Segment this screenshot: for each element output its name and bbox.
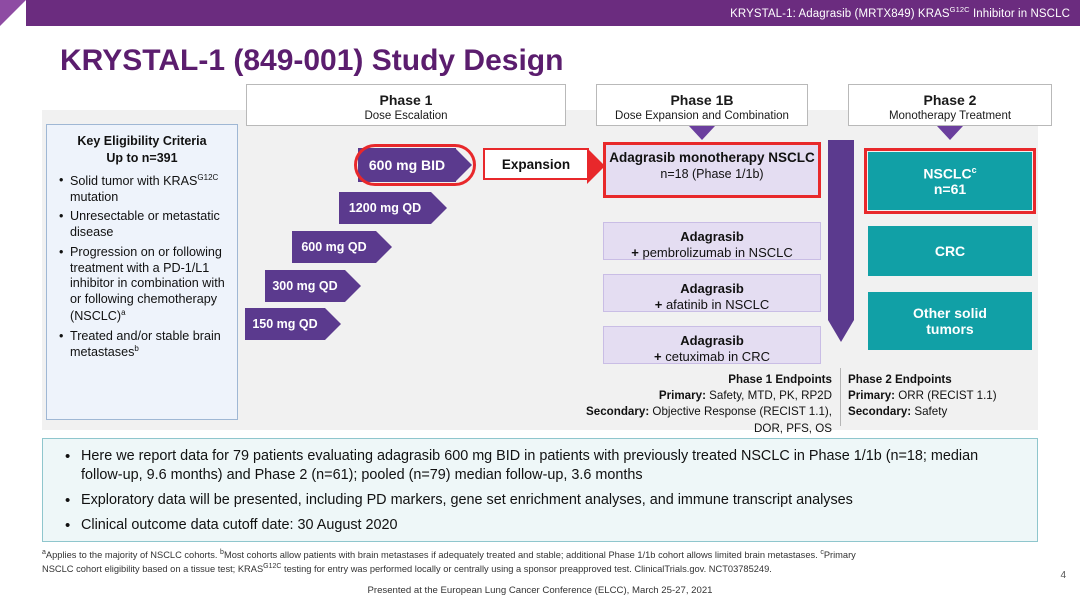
phase1-endpoints-secondary-label: Secondary: <box>586 405 650 419</box>
phase1b-arm-afatinib-sub <box>604 297 820 312</box>
phase2-endpoints <box>848 372 1048 421</box>
arrow-down-icon-phase1b <box>689 126 715 140</box>
phase1b-arm-cetuximab-combo: cetuximab in CRC <box>665 349 770 364</box>
page-number: 4 <box>1060 570 1066 581</box>
arrow-down-icon-phase2 <box>937 126 963 140</box>
page-title: KRYSTAL-1 (849-001) Study Design <box>60 44 564 77</box>
phase1b-arm-afatinib-title: Adagrasib <box>680 281 744 296</box>
header-title-post: Inhibitor in NSCLC <box>969 7 1070 20</box>
summary-box <box>42 438 1038 542</box>
phase1-endpoints-primary-label: Primary: <box>658 389 706 403</box>
list-item <box>70 209 227 240</box>
phase1b-arm-monotherapy <box>603 142 821 198</box>
phase2-endpoints-secondary <box>848 404 1048 420</box>
phase1b-arm-cetuximab-title: Adagrasib <box>680 333 744 348</box>
phase2-cohort-other-line2: tumors <box>926 321 974 337</box>
dose-chevron-600bid: 600 mg BID <box>358 148 456 182</box>
list-item <box>70 245 227 325</box>
phase1b-arm-pembrolizumab-title: Adagrasib <box>680 229 744 244</box>
footnote-line-1 <box>42 548 1042 562</box>
eligibility-heading <box>57 133 227 167</box>
eligibility-item-1-text: Unresectable or metastatic disease <box>70 209 220 240</box>
phase2-cohort-other <box>868 292 1032 350</box>
phase1b-arm-afatinib <box>603 274 821 312</box>
phase-header-1 <box>246 84 566 126</box>
highlight-ring-nsclc <box>864 148 1036 214</box>
eligibility-heading-line2: Up to n=391 <box>106 150 178 165</box>
phase1-endpoints-heading: Phase 1 Endpoints <box>728 373 832 386</box>
footnote-line2-sup: G12C <box>263 562 282 570</box>
arrow-right-icon-phase2 <box>828 140 854 320</box>
phase2-endpoints-primary-label: Primary: <box>848 389 896 403</box>
eligibility-heading-line1: Key Eligibility Criteria <box>77 134 207 148</box>
phase1b-arm-monotherapy-title: Adagrasib monotherapy NSCLC <box>609 150 815 165</box>
footnote-sup-c: c <box>820 549 824 556</box>
summary-list <box>63 447 1023 536</box>
footnotes <box>42 548 1042 576</box>
phase2-endpoints-heading: Phase 2 Endpoints <box>848 373 952 386</box>
phase1b-arm-afatinib-plus: + <box>654 297 666 312</box>
phase2-cohort-nsclc-label: NSCLC <box>923 165 972 182</box>
dose-chevron-300: 300 mg QD <box>265 270 345 302</box>
footnote-sup-a: a <box>42 549 46 556</box>
dose-chevron-1200: 1200 mg QD <box>339 192 431 224</box>
phase2-endpoints-secondary-value: Safety <box>911 405 948 419</box>
phase1b-arm-afatinib-combo: afatinib in NSCLC <box>665 297 770 312</box>
eligibility-item-2-text: Progression on or following treatment with a PD-1/L1 inhibitor in combination with or following chemotherapy (NSCLC) <box>70 244 225 323</box>
endpoints-divider <box>840 368 841 426</box>
header-accent-shape <box>0 0 26 26</box>
phase-header-2 <box>848 84 1052 126</box>
phase2-endpoints-primary-value: ORR (RECIST 1.1) <box>895 389 997 403</box>
expansion-callout: Expansion <box>483 148 589 180</box>
phase1-endpoints-secondary-value: Objective Response (RECIST 1.1), DOR, PFS, OS <box>649 405 832 435</box>
footnote-line2-pre: NSCLC cohort eligibility based on a tissue test; KRAS <box>42 564 264 575</box>
dose-chevron-150: 150 mg QD <box>245 308 325 340</box>
highlight-ring-600bid <box>354 144 476 186</box>
footnote-line2-post: testing for entry was performed locally or centrally using a sponsor preapproved test. ClinicalTrials.gov. NCT03785249. <box>281 564 772 575</box>
phase2-endpoints-secondary-label: Secondary: <box>848 405 912 419</box>
header-bar <box>0 0 1080 26</box>
list-item: • Exploratory data will be presented, including PD markers, gene set enrichment analyses, and immune transcript analyses <box>81 491 1023 510</box>
footnote-text-c: Primary <box>823 550 856 561</box>
header-title-superscript: G12C <box>949 5 970 14</box>
footnote-line-2 <box>42 562 1042 576</box>
phase2-cohort-nsclc-n: n=61 <box>933 181 967 198</box>
phase2-endpoints-primary <box>848 388 1048 404</box>
eligibility-item-0-text2: mutation <box>70 189 119 204</box>
phase1-endpoints <box>560 372 832 437</box>
phase1b-arm-pembrolizumab-plus: + <box>631 245 643 260</box>
eligibility-box <box>46 124 238 420</box>
list-item: • Here we report data for 79 patients evaluating adagrasib 600 mg BID in patients with previously treated NSCLC in Phase 1/1b (n=18; median follow-up, 9.6 months) and Phase 2 (n=61); pooled (n=79) median follow-up, 3.6 months <box>81 447 1023 485</box>
phase1b-arm-pembrolizumab <box>603 222 821 260</box>
phase1b-arm-monotherapy-n: n=18 (Phase 1/1b) <box>660 166 764 181</box>
phase1b-arm-cetuximab-sub <box>604 349 820 364</box>
phase1-endpoints-primary-value: Safety, MTD, PK, RP2D <box>705 389 832 403</box>
phase1b-arm-pembrolizumab-combo: pembrolizumab in NSCLC <box>642 245 793 260</box>
presented-at-note: Presented at the European Lung Cancer Conference (ELCC), March 25-27, 2021 <box>367 585 713 596</box>
phase1b-arm-pembrolizumab-sub <box>604 245 820 260</box>
list-item <box>70 329 227 362</box>
eligibility-item-0-text: Solid tumor with KRAS <box>70 173 198 188</box>
eligibility-item-3-text: Treated and/or stable brain metastases <box>70 328 221 360</box>
phase2-cohort-nsclc-sup: c <box>971 164 977 175</box>
phase-header-2-title: Phase 2 <box>923 92 977 108</box>
phase-header-1b <box>596 84 808 126</box>
eligibility-item-3-sup: b <box>134 344 139 354</box>
phase1-endpoints-primary <box>560 388 832 404</box>
phase1-endpoints-secondary <box>560 404 832 436</box>
dose-chevron-600qd: 600 mg QD <box>292 231 376 263</box>
phase2-cohort-crc-label: CRC <box>934 243 966 259</box>
eligibility-list <box>57 173 227 362</box>
phase2-cohort-other-line1: Other solid <box>913 305 987 321</box>
footnote-text-a: Applies to the majority of NSCLC cohorts. <box>45 550 221 561</box>
eligibility-item-0-sup: G12C <box>197 172 219 182</box>
list-item: • Clinical outcome data cutoff date: 30 August 2020 <box>81 516 1023 535</box>
header-title <box>730 5 1070 20</box>
phase-header-1b-subtitle: Dose Expansion and Combination <box>615 110 789 122</box>
phase1b-arm-cetuximab <box>603 326 821 364</box>
phase1b-arm-cetuximab-plus: + <box>654 349 666 364</box>
phase-header-1b-title: Phase 1B <box>670 92 734 108</box>
phase2-cohort-crc <box>868 226 1032 276</box>
phase-header-1-title: Phase 1 <box>379 92 433 108</box>
phase-header-1-subtitle: Dose Escalation <box>364 110 448 122</box>
list-item <box>70 173 227 206</box>
footnote-sup-b: b <box>220 549 224 556</box>
phase-header-2-subtitle: Monotherapy Treatment <box>888 110 1012 122</box>
header-title-pre: KRYSTAL-1: Adagrasib (MRTX849) KRAS <box>730 7 950 20</box>
footnote-text-b: Most cohorts allow patients with brain metastases if adequately treated and stable; additional Phase 1/1b cohort allows limited brain metastases. <box>223 550 821 561</box>
eligibility-item-2-sup: a <box>121 307 126 317</box>
